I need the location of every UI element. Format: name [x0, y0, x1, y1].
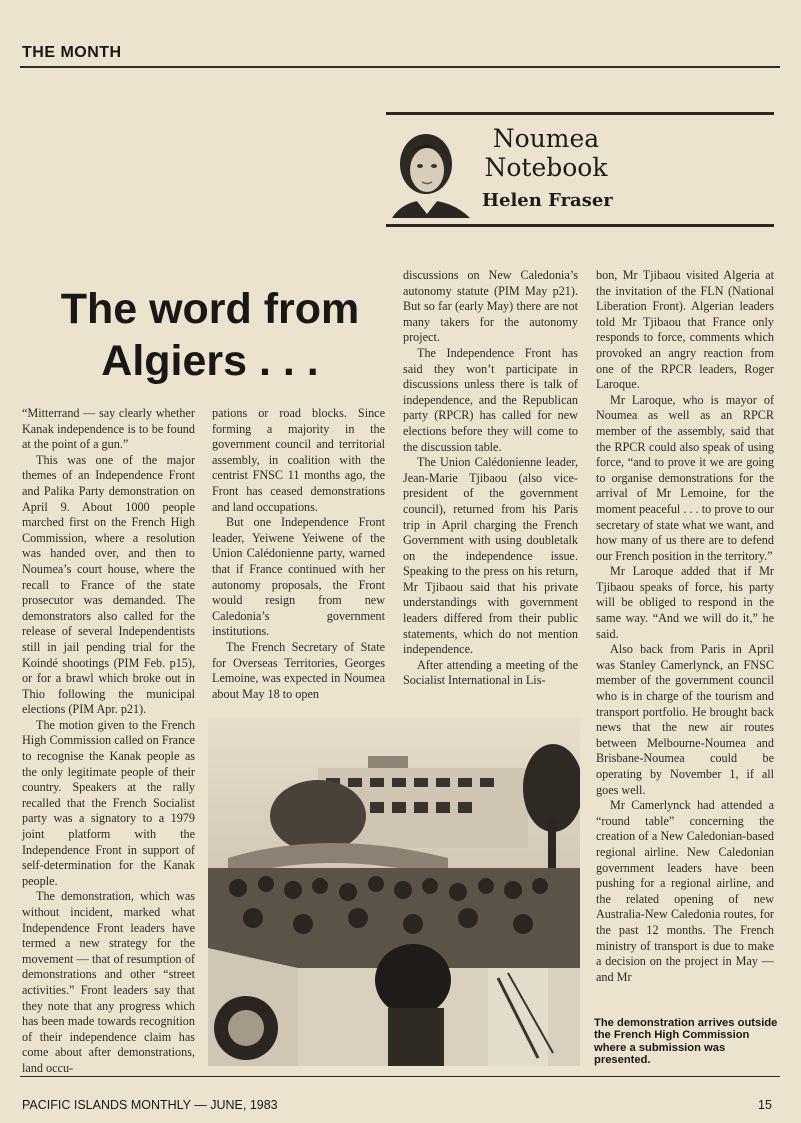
paragraph: discussions on New Caledonia’s autonomy statute (PIM May p21). But so far (early May) there are not many takers for the autonomy project.	[403, 268, 578, 345]
section-label: THE MONTH	[22, 44, 122, 61]
footer-publication: PACIFIC ISLANDS MONTHLY — JUNE, 1983	[22, 1098, 278, 1112]
paragraph: The demonstration, which was without incident, marked what Independence Front leaders have termed a new strategy for the movement — that of resumption of demonstrations and other “street activities.” Front leaders say that they note that any progress which has been made towards recognition of their independence claim has come about after demonstrations, land occu-	[22, 889, 195, 1075]
column-title-line1: Noumea	[492, 124, 600, 153]
paragraph: This was one of the major themes of an Independence Front and Palika Party demonstration on April 9. About 1000 people marched first on the French High Commission, where a resolution was handed over, and then to Noumea’s court house, where the recall to France of the state prosecutor was demanded. The demonstrators also called for the release of several Independentists still in jail pending trial for the Koindé shootings (PIM Feb. p15), or for a brawl which broke out in Thio following the municipal elections (PIM Apr. p21).	[22, 452, 195, 717]
paragraph: Mr Laroque, who is mayor of Noumea as well as an RPCR member of the assembly, said that the RPCR could also speak of using force, “and to prove it we are going to organise demonstrations for the arrival of Mr Lemoine, for the moment peaceful . . . to prove to our secretary of state what we want, and how many of us there are to defend our French position in the territory.”	[596, 392, 774, 563]
column-head-rule-bottom	[386, 224, 774, 227]
author-portrait	[380, 124, 478, 218]
paragraph: The motion given to the French High Commission called on France to recognise the Kanak people as the only legitimate people of their country. Speakers at the rally recalled that the French Socialist party was a signatory to a 1979 joint platform with the Independence Front in support of self-determination for the Kanak people.	[22, 717, 195, 888]
paragraph: “Mitterrand — say clearly whether Kanak independence is to be found at the point of a gun.”	[22, 406, 195, 452]
article-column-3	[403, 268, 578, 689]
paragraph: bon, Mr Tjibaou visited Algeria at the invitation of the FLN (National Liberation Front). Algerian leaders told Mr Tjibaou that France only responds to force, comments which provoked an angry reaction from one of the RPCR leaders, Roger Laroque.	[596, 268, 774, 392]
demonstration-photo	[208, 718, 580, 1066]
column-title-line2: Notebook	[484, 153, 608, 182]
article-column-1	[22, 406, 195, 1077]
page-number: 15	[758, 1098, 772, 1112]
photo-caption: The demonstration arrives outside the French High Commission where a submission was presented.	[594, 1017, 778, 1067]
paragraph: But one Independence Front leader, Yeiwene Yeiwene of the Union Calédonienne party, warned that if France continued with her autonomy proposals, the Front would resign from new Caledonia’s government institutions.	[212, 515, 385, 639]
article-column-2	[212, 406, 385, 702]
paragraph: Mr Laroque added that if Mr Tjibaou speaks of force, his party will be obliged to respond in the same way. “And we will do it,” he said.	[596, 564, 774, 641]
paragraph: Also back from Paris in April was Stanley Camerlynck, an FNSC member of the government council who is in charge of the tourism and transport portfolio. He brought back news that the new air routes between Melbourne-Noumea and Brisbane-Noumea could be operating by November 1, if all goes well.	[596, 642, 774, 797]
headline-line1: The word from	[60, 285, 360, 333]
column-head-rule-top	[386, 112, 774, 115]
paragraph: Mr Camerlynck had attended a “round table” concerning the creation of a New Caledonian-based regional airline. New Caledonian government leaders have been pushing for a regional airline, and the related opening of new Australia-New Caledonia routes, for the past 12 months. The French ministry of transport is due to make a decision on the project in May — and Mr	[596, 798, 774, 984]
paragraph: After attending a meeting of the Socialist International in Lis-	[403, 657, 578, 688]
paragraph: The Union Calédonienne leader, Jean-Marie Tjibaou (also vice-president of the government council), returned from his Paris trip in April charging the French Government with using doubletalk on the independence issue. Speaking to the press on his return, Mr Tjibaou said that his private understandings with government leaders differed from their public statements, which do not mention independence.	[403, 455, 578, 657]
headline	[30, 283, 390, 387]
headline-line2: Algiers . . .	[101, 337, 319, 385]
paragraph: pations or road blocks. Since forming a majority in the government council and territorial assembly, in coalition with the centrist FNSC 11 months ago, the Front has ceased demonstrations and land occupations.	[212, 406, 385, 514]
footer-rule	[20, 1076, 780, 1077]
column-author: Helen Fraser	[482, 190, 613, 211]
paragraph: The French Secretary of State for Overseas Territories, Georges Lemoine, was expected in Noumea about May 18 to open	[212, 639, 385, 701]
article-column-4	[596, 268, 774, 985]
header-rule	[20, 66, 780, 68]
paragraph: The Independence Front has said they won’t participate in discussions unless there is talk of independence, and the Republican party (RPCR) has called for new elections before they will come to the discussion table.	[403, 345, 578, 454]
